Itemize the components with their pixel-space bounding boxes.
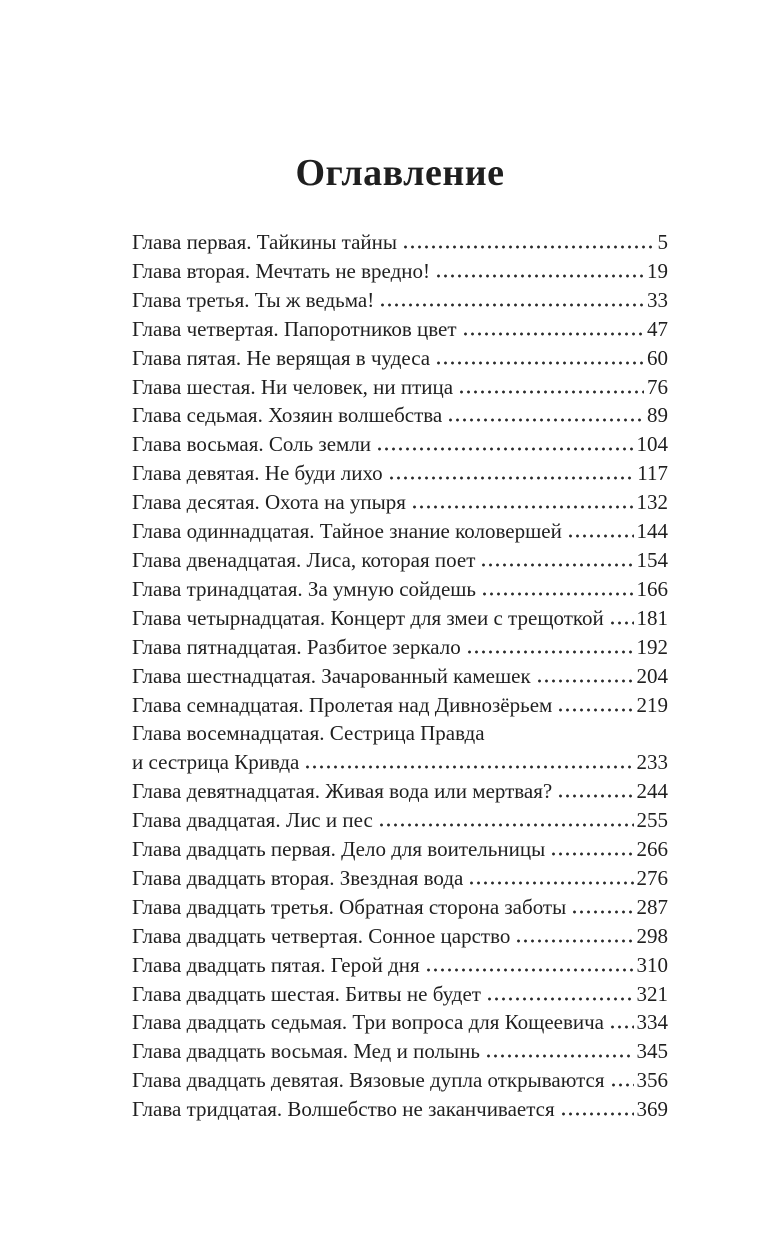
dot-leader [379,303,644,307]
toc-entry-page: 60 [647,345,668,370]
dot-leader [402,245,655,249]
toc-entry [132,777,668,806]
dot-leader [609,621,634,625]
toc-entry-title: Глава семнадцатая. Пролетая над Дивнозёрьем [132,692,553,717]
toc-entry-page: 233 [636,750,668,775]
toc-entry-page: 276 [636,865,668,890]
toc-entry [132,980,668,1009]
dot-leader [557,794,633,798]
dot-leader [462,332,644,336]
toc-entry [132,604,668,633]
toc-entry-wrapped-first-line [132,719,668,748]
toc-entry [132,922,668,951]
dot-leader [466,650,634,654]
toc-entry-page: 166 [636,576,668,601]
toc-entry [132,401,668,430]
toc-entry [132,286,668,315]
toc-entry [132,430,668,459]
toc-entry [132,228,668,257]
page-title: Оглавление [295,152,505,194]
dot-leader [425,968,634,972]
dot-leader [481,592,633,596]
dot-leader [304,765,633,769]
toc-entry-page: 117 [637,461,668,486]
toc-entry-title: Глава двадцать четвертая. Сонное царство [132,923,511,948]
toc-entry-page: 255 [636,808,668,833]
toc-entry [132,373,668,402]
dot-leader [447,418,644,422]
toc-entry [132,864,668,893]
dot-leader [458,390,644,394]
dot-leader [376,447,633,451]
toc-entry-title: Глава пятнадцатая. Разбитое зеркало [132,634,461,659]
dot-leader [490,736,665,740]
toc-entry [132,835,668,864]
dot-leader [610,1083,634,1087]
toc-entry-page: 369 [636,1097,668,1122]
toc-entry [132,1095,668,1124]
dot-leader [557,708,633,712]
table-of-contents [132,228,668,1124]
toc-entry [132,459,668,488]
toc-entry-title: Глава одиннадцатая. Тайное знание коловершей [132,519,562,544]
toc-entry [132,1037,668,1066]
toc-entry-title: и сестрица Кривда [132,750,300,775]
toc-entry-page: 144 [636,519,668,544]
toc-entry-title: Глава девятнадцатая. Живая вода или мертвая? [132,779,553,804]
toc-entry-title: Глава двадцать вторая. Звездная вода [132,865,464,890]
dot-leader [411,505,634,509]
toc-entry-page: 244 [636,779,668,804]
toc-entry-page: 356 [636,1068,668,1093]
dot-leader [515,939,633,943]
toc-entry-title: Глава седьмая. Хозяин волшебства [132,403,443,428]
toc-entry-title: Глава вторая. Мечтать не вредно! [132,258,430,283]
toc-entry-page: 154 [636,547,668,572]
toc-entry-title: Глава двадцать первая. Дело для воительницы [132,837,546,862]
toc-entry-page: 76 [647,374,668,399]
toc-entry-title: Глава шестая. Ни человек, ни птица [132,374,454,399]
toc-entry-page: 298 [636,923,668,948]
toc-entry-title: Глава первая. Тайкины тайны [132,230,397,254]
toc-entry-title: Глава пятая. Не верящая в чудеса [132,345,431,370]
dot-leader [550,852,633,856]
toc-entry-title: Глава восемнадцатая. Сестрица Правда [132,721,485,746]
toc-entry-title: Глава четвертая. Папоротников цвет [132,316,457,341]
toc-entry [132,575,668,604]
toc-entry-page: 104 [636,432,668,457]
toc-entry-page: 204 [636,663,668,688]
toc-entry-page: 89 [647,403,668,428]
toc-entry [132,488,668,517]
dot-leader [480,563,633,567]
toc-entry-title: Глава тринадцатая. За умную сойдешь [132,576,477,601]
toc-entry-page: 334 [636,1010,668,1035]
toc-entry [132,893,668,922]
toc-entry-title: Глава двадцать восьмая. Мед и полынь [132,1039,480,1064]
toc-entry-title: Глава двадцать пятая. Герой дня [132,952,420,977]
toc-entry [132,315,668,344]
toc-entry-page: 321 [636,981,668,1006]
toc-entry [132,517,668,546]
toc-entry-title: Глава двадцатая. Лис и пес [132,808,373,833]
toc-entry-title: Глава девятая. Не буди лихо [132,461,383,486]
toc-entry-title: Глава тридцатая. Волшебство не заканчивается [132,1097,555,1122]
toc-entry [132,546,668,575]
toc-entry-page: 266 [636,837,668,862]
toc-entry [132,633,668,662]
dot-leader [560,1112,634,1116]
toc-entry-page: 310 [636,952,668,977]
dot-leader [567,534,634,538]
toc-entry-title: Глава двадцать шестая. Битвы не будет [132,981,481,1006]
dot-leader [485,1054,634,1058]
toc-entry-title: Глава десятая. Охота на упыря [132,490,406,515]
dot-leader [536,679,634,683]
toc-entry [132,691,668,720]
toc-entry [132,662,668,691]
toc-entry-title: Глава третья. Ты ж ведьма! [132,287,375,312]
toc-entry [132,951,668,980]
dot-leader [435,274,644,278]
toc-entry [132,344,668,373]
toc-entry [132,806,668,835]
dot-leader [468,881,633,885]
toc-entry-title: Глава восьмая. Соль земли [132,432,372,457]
toc-entry-title: Глава шестнадцатая. Зачарованный камешек [132,663,531,688]
dot-leader [378,823,634,827]
toc-entry [132,1008,668,1037]
dot-leader [486,997,634,1001]
toc-entry-page: 33 [647,287,668,312]
toc-entry-title: Глава двадцать третья. Обратная сторона заботы [132,894,567,919]
toc-entry-page: 345 [636,1039,668,1064]
toc-entry-page: 181 [636,605,668,630]
toc-entry-title: Глава двадцать девятая. Вязовые дупла открываются [132,1068,605,1093]
toc-entry-page: 5 [657,230,668,254]
toc-entry-title: Глава четырнадцатая. Концерт для змеи с трещоткой [132,605,604,630]
toc-entry-title: Глава двенадцатая. Лиса, которая поет [132,547,476,572]
toc-entry-page: 132 [636,490,668,515]
toc-entry-page: 287 [636,894,668,919]
toc-entry-page: 19 [647,258,668,283]
toc-entry-page: 47 [647,316,668,341]
dot-leader [571,910,633,914]
toc-entry-page: 192 [636,634,668,659]
toc-entry [132,257,668,286]
dot-leader [609,1025,633,1029]
toc-entry-wrapped-second-line [132,748,668,777]
toc-entry-page: 219 [636,692,668,717]
dot-leader [388,476,635,480]
toc-entry [132,1066,668,1095]
dot-leader [435,361,644,365]
toc-entry-title: Глава двадцать седьмая. Три вопроса для Кощеевича [132,1010,605,1035]
